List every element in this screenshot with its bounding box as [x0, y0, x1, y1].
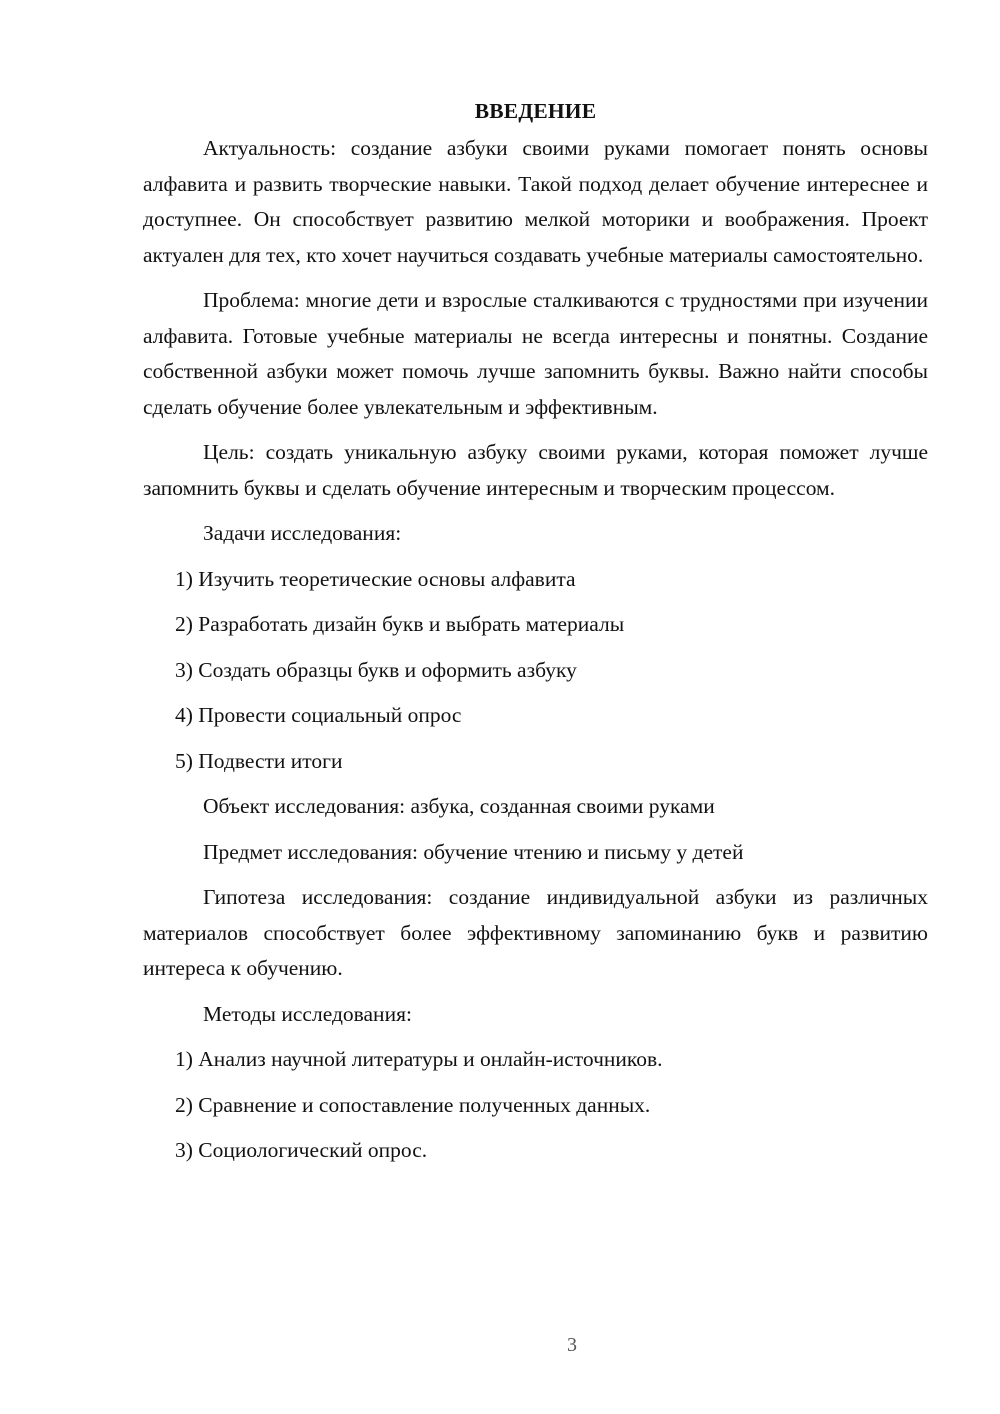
- subject-line: Предмет исследования: обучение чтению и письму у детей: [203, 839, 744, 864]
- list-item: 3) Создать образцы букв и оформить азбуку: [175, 657, 577, 682]
- tasks-heading: Задачи исследования:: [203, 521, 402, 545]
- list-item: 2) Сравнение и сопоставление полученных данных.: [175, 1092, 651, 1117]
- document-page: [143, 96, 928, 1179]
- list-item: 1) Анализ научной литературы и онлайн-источников.: [175, 1047, 663, 1071]
- methods-list: [143, 1042, 928, 1169]
- tasks-list: [143, 562, 928, 780]
- list-item: 4) Провести социальный опрос: [175, 703, 462, 727]
- list-item: 3) Социологический опрос.: [175, 1138, 428, 1162]
- object-line: Объект исследования: азбука, созданная своими руками: [203, 794, 715, 818]
- goal-paragraph: Цель: создать уникальную азбуку своими руками, которая поможет лучше запомнить буквы и сделать обучение интересным и творческим процессом.: [143, 440, 928, 500]
- section-title: ВВЕДЕНИЕ: [474, 99, 597, 123]
- page-number: 3: [567, 1334, 577, 1356]
- methods-heading: Методы исследования:: [203, 1001, 412, 1026]
- actuality-paragraph: Актуальность: создание азбуки своими руками помогает понять основы алфавита и развить творческие навыки. Такой подход делает обучение интереснее и доступнее. Он способствует развитию мелкой моторики и воображения. Проект актуален для тех, кто хочет научиться создавать учебные материалы самостоятельно.: [143, 136, 928, 267]
- problem-paragraph: Проблема: многие дети и взрослые сталкиваются с трудностями при изучении алфавита. Готовые учебные материалы не всегда интересны и понятны. Создание собственной азбуки может помочь лучше запомнить буквы. Важно найти способы сделать обучение более увлекательным и эффективным.: [143, 288, 928, 419]
- hypothesis-paragraph: Гипотеза исследования: создание индивидуальной азбуки из различных материалов способствует более эффективному запоминанию букв и развитию интереса к обучению.: [143, 885, 928, 980]
- list-item: 2) Разработать дизайн букв и выбрать материалы: [175, 612, 625, 636]
- list-item: 1) Изучить теоретические основы алфавита: [175, 566, 576, 591]
- list-item: 5) Подвести итоги: [175, 748, 343, 773]
